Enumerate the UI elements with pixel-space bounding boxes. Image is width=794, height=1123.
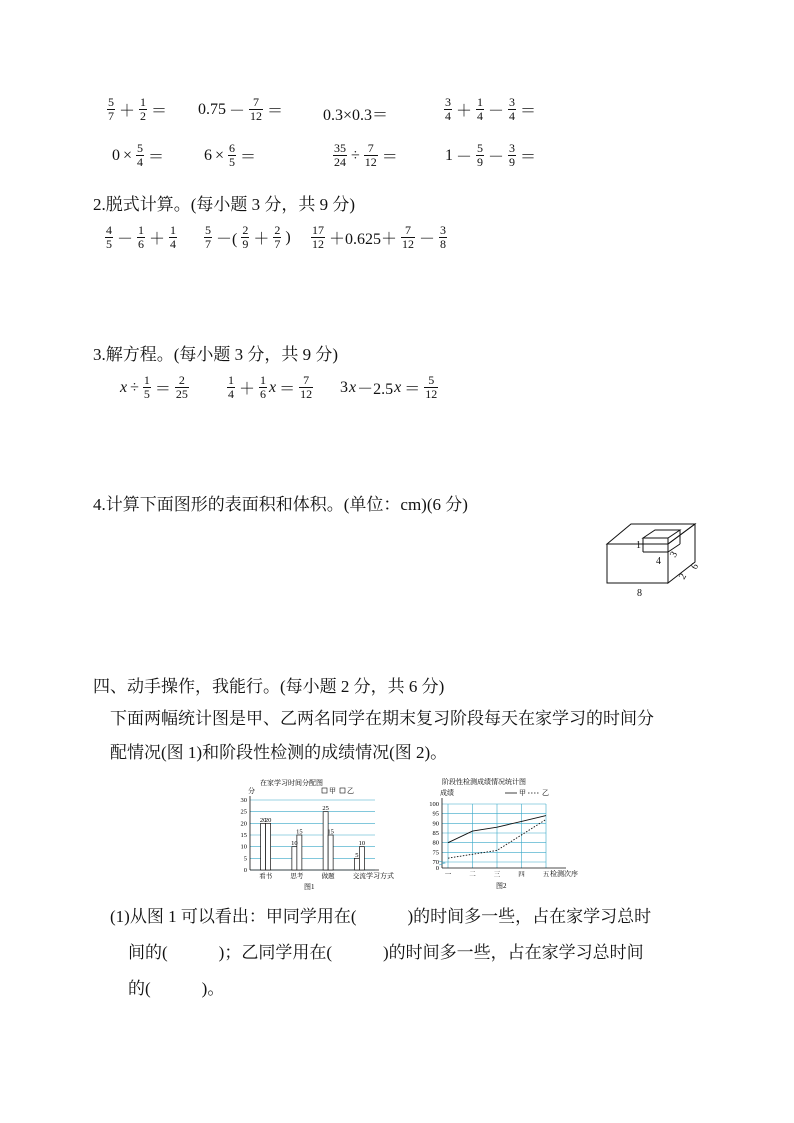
bar-value-label: 10	[358, 840, 366, 848]
y-tick-label: 20	[240, 820, 247, 828]
equals-sign: ＝	[148, 149, 165, 166]
operator: －(	[216, 231, 238, 248]
fraction: $\frac{4}{5}$	[106, 223, 112, 251]
fraction: $\frac{2}{25}$	[175, 373, 188, 401]
operator: ＋	[119, 103, 136, 120]
s4-q1-line3: 的( )。	[128, 979, 225, 998]
q3-heading: 3.解方程。(每小题 3 分，共 9 分)	[93, 345, 339, 364]
legend-label-jia: 甲	[519, 789, 526, 797]
fraction: $\frac{1}{6}$	[260, 373, 267, 401]
operator: ＋	[149, 231, 166, 248]
equals-sign: ＝	[267, 103, 284, 120]
fraction: $\frac{2}{9}$	[242, 223, 249, 251]
fraction: $\frac{3}{4}$	[445, 95, 451, 123]
fraction: $\frac{2}{7}$	[274, 223, 281, 251]
number: 0.75	[198, 100, 226, 118]
fraction: $\frac{1}{4}$	[477, 95, 484, 123]
fraction: $\frac{17}{12}$	[312, 223, 324, 251]
bar-chart-study-time	[230, 776, 410, 892]
bar-甲	[292, 847, 297, 870]
bar-value-label: 20	[259, 816, 267, 824]
number: 6	[204, 146, 212, 164]
chart1-caption: 图1	[304, 883, 315, 891]
bar-乙	[359, 847, 364, 870]
equals-sign: ＝	[240, 149, 257, 166]
legend-swatch-jia	[322, 788, 327, 793]
legend-swatch-yi	[340, 788, 345, 793]
chart2-caption: 图2	[496, 882, 507, 890]
box-figure	[600, 518, 705, 600]
operator: －	[117, 231, 134, 248]
operator: ＋	[239, 381, 256, 398]
number: 0	[112, 146, 120, 164]
fraction: $\frac{3}{8}$	[440, 223, 447, 251]
operator: ＋	[456, 103, 473, 120]
y-tick-label: 90	[432, 820, 439, 828]
expression-text: 0.3×0.3＝	[323, 107, 389, 124]
bar-value-label: 10	[291, 840, 298, 848]
calc-row2-item1	[112, 142, 166, 169]
variable: x	[120, 378, 128, 396]
fraction: $\frac{5}{7}$	[205, 223, 211, 251]
x-tick-label: 做题	[321, 873, 335, 880]
fraction: $\frac{1}{4}$	[228, 373, 234, 401]
calc-row1-item4	[443, 96, 538, 123]
x-tick-label: 二	[469, 871, 476, 878]
chart2-title: 阶段性检测成绩情况统计图	[442, 778, 526, 786]
calc-row1-item1	[106, 96, 169, 123]
y-tick-label: 80	[432, 839, 439, 847]
legend-label-yi: 乙	[542, 789, 549, 797]
operator: ＋0.625＋	[329, 231, 398, 248]
section4-intro-line2: 配情况(图 1)和阶段性检测的成绩情况(图 2)。	[110, 743, 448, 762]
bar-value-label: 15	[296, 828, 303, 836]
q3-equation-3	[340, 374, 439, 401]
bar-value-label: 15	[327, 828, 334, 836]
bar-乙	[328, 835, 333, 870]
section4-intro-line1: 下面两幅统计图是甲、乙两名同学在期末复习阶段每天在家学习的时间分	[110, 709, 654, 728]
operator: －	[456, 149, 473, 166]
x-tick-label: 一	[444, 871, 452, 878]
operator: ÷	[351, 146, 360, 164]
number: 1	[445, 146, 453, 164]
bar-value-label: 5	[355, 851, 359, 859]
q2-expression-2	[203, 224, 293, 251]
equals-sign: ＝	[154, 381, 171, 398]
x-tick-label: 五	[542, 871, 550, 878]
fraction: $\frac{7}{12}$	[402, 223, 415, 251]
chart1-title: 在家学习时间分配图	[260, 779, 323, 787]
y-tick-label: 75	[432, 849, 439, 857]
dim-hole-depth: 1	[636, 540, 641, 551]
operator: ÷	[130, 378, 139, 396]
bar-乙	[266, 823, 271, 870]
fraction: $\frac{1}{4}$	[170, 223, 177, 251]
calc-row1-item2	[198, 96, 285, 123]
equals-sign: ＝	[279, 381, 296, 398]
fraction: $\frac{7}{12}$	[364, 141, 377, 169]
variable: x	[269, 378, 277, 396]
x-tick-label: 思考	[290, 873, 304, 880]
y-tick-label: 0	[435, 865, 439, 872]
equals-sign: ＝	[520, 149, 537, 166]
dim-height: 2	[677, 571, 690, 582]
bar-甲	[261, 823, 266, 870]
calc-row2-item3	[332, 142, 400, 169]
fraction: $\frac{5}{12}$	[425, 373, 438, 401]
bar-甲	[354, 858, 359, 870]
variable: x	[349, 378, 357, 396]
q3-equation-2	[226, 374, 314, 401]
operator: －	[229, 103, 246, 120]
hole-top-edge	[643, 530, 680, 538]
y-tick-label: 85	[432, 830, 439, 837]
chart2-xlabel: 检测次序	[550, 870, 578, 878]
q3-equation-1	[120, 374, 190, 401]
fraction: $\frac{7}{12}$	[300, 373, 313, 401]
q2-expression-3	[310, 224, 448, 251]
y-tick-label: 0	[243, 867, 247, 874]
s4-q1-line1: (1)从图 1 可以看出：甲同学用在( )的时间多一些，占在家学习总时	[110, 907, 652, 926]
bar-甲	[323, 812, 328, 870]
chart2-ylabel: 成绩	[440, 789, 454, 797]
q2-heading: 2.脱式计算。(每小题 3 分，共 9 分)	[93, 195, 356, 214]
legend-label-jia: 甲	[329, 787, 336, 795]
chart1-xlabel: 学习方式	[366, 872, 394, 880]
fraction: $\frac{35}{24}$	[334, 141, 346, 169]
calc-row2-item2	[204, 142, 258, 169]
operator: ×	[215, 146, 225, 164]
dim-hole-length: 4	[656, 556, 661, 567]
y-tick-label: 10	[240, 843, 247, 851]
fraction: $\frac{3}{4}$	[509, 95, 516, 123]
x-tick-label: 四	[518, 871, 525, 878]
dim-length: 8	[637, 588, 642, 599]
bar-value-label: 25	[322, 805, 329, 813]
y-tick-label: 15	[240, 832, 247, 839]
calc-row1-item3	[323, 102, 388, 125]
y-tick-label: 5	[243, 855, 247, 863]
operator: ×	[123, 146, 133, 164]
y-tick-label: 95	[432, 810, 439, 818]
s4-q1-line2: 间的( )；乙同学用在( )的时间多一些，占在家学习总时间	[128, 943, 644, 962]
paren: )	[285, 228, 291, 246]
x-tick-label: 交流	[352, 873, 366, 880]
dim-width: 6	[689, 561, 702, 572]
fraction: $\frac{3}{9}$	[509, 141, 516, 169]
fraction: $\frac{5}{9}$	[477, 141, 484, 169]
equals-sign: ＝	[520, 103, 537, 120]
number: 3	[340, 378, 348, 396]
operator: －	[488, 103, 505, 120]
fraction: $\frac{5}{4}$	[137, 141, 144, 169]
fraction: $\frac{6}{5}$	[229, 141, 236, 169]
equals-sign: ＝	[404, 381, 421, 398]
fraction: $\frac{7}{12}$	[250, 95, 263, 123]
fraction: $\frac{5}{7}$	[108, 95, 114, 123]
bar-value-label: 20	[264, 816, 272, 824]
chart1-ylabel: 分	[248, 787, 255, 795]
calc-row2-item4	[445, 142, 538, 169]
equals-sign: ＝	[381, 149, 398, 166]
variable: x	[394, 378, 402, 396]
q4-heading: 4.计算下面图形的表面积和体积。(单位：cm)(6 分)	[93, 495, 468, 514]
bar-乙	[297, 835, 302, 870]
line-chart-scores	[420, 776, 590, 892]
operator: －	[488, 149, 505, 166]
expression-text: －2.5	[357, 381, 394, 398]
q2-expression-1	[104, 224, 178, 251]
y-tick-label: 100	[429, 801, 439, 808]
y-tick-label: 30	[240, 797, 247, 804]
y-tick-label: 70	[432, 859, 439, 866]
operator: ＋	[253, 231, 270, 248]
legend-label-yi: 乙	[347, 787, 354, 795]
fraction: $\frac{1}{6}$	[138, 223, 145, 251]
x-tick-label: 三	[493, 871, 501, 878]
fraction: $\frac{1}{2}$	[140, 95, 147, 123]
operator: －	[419, 231, 436, 248]
dim-hole-width: 3	[668, 549, 681, 560]
fraction: $\frac{1}{5}$	[143, 373, 150, 401]
y-tick-label: 25	[240, 808, 247, 816]
section4-heading: 四、动手操作，我能行。(每小题 2 分，共 6 分)	[93, 677, 445, 696]
x-tick-label: 看书	[259, 873, 273, 880]
equals-sign: ＝	[151, 103, 168, 120]
